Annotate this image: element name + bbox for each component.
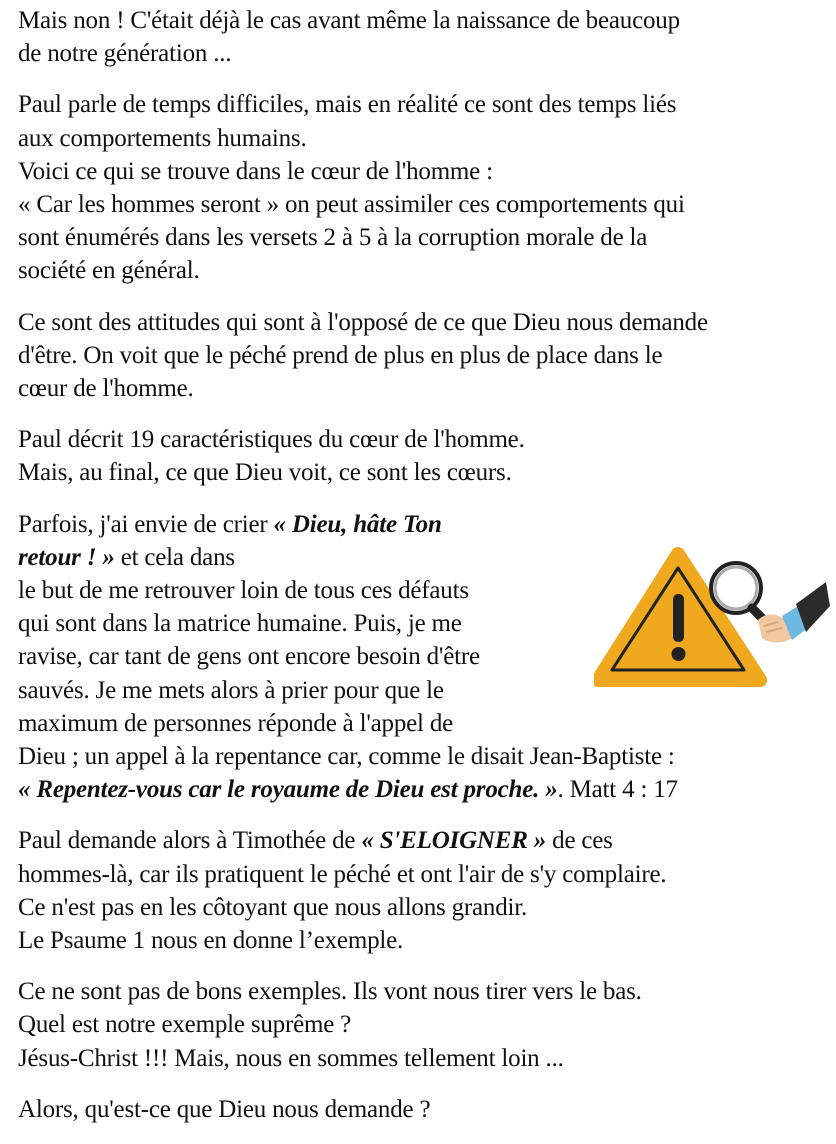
text-line: Mais non ! C'était déjà le cas avant même la naissance de beaucoup: [18, 7, 680, 34]
text-line: cœur de l'homme.: [18, 375, 194, 403]
paragraph-4: [18, 423, 830, 489]
text-line: Alors, qu'est-ce que Dieu nous demande ?: [18, 1095, 431, 1123]
paragraph-3: [18, 306, 830, 406]
text-line: Voici ce qui se trouve dans le cœur de l'homme :: [18, 157, 493, 185]
text-line: d'être. On voit que le péché prend de plus en plus de place dans le: [18, 341, 663, 369]
text-line: Paul décrit 19 caractéristiques du cœur de l'homme.: [18, 426, 525, 454]
text-line: hommes-là, car ils pratiquent le péché et ont l'air de s'y complaire.: [18, 860, 667, 888]
warning-triangle-icon: [594, 546, 830, 690]
emphasis-quote: « S'ELOIGNER »: [361, 827, 547, 855]
text-line: Mais, au final, ce que Dieu voit, ce sont les cœurs.: [18, 459, 512, 487]
warning-illustration: [594, 546, 830, 690]
text-line: Ce ne sont pas de bons exemples. Ils vont nous tirer vers le bas.: [18, 978, 642, 1006]
text-line: maximum de personnes réponde à l'appel de: [18, 709, 454, 737]
text-line: qui sont dans la matrice humaine. Puis, je me: [18, 610, 462, 638]
paragraph-7: [18, 975, 830, 1075]
text-run: Parfois, j'ai envie de crier: [18, 510, 274, 538]
text-line: « Car les hommes seront » on peut assimiler ces comportements qui: [18, 191, 685, 219]
emphasis-quote: « Repentez-vous car le royaume de Dieu est proche. »: [18, 776, 558, 804]
text-line: ravise, car tant de gens ont encore besoin d'être: [18, 643, 480, 671]
text-line: Dieu ; un appel à la repentance car, comme le disait Jean-Baptiste :: [18, 743, 675, 771]
text-line: sauvés. Je me mets alors à prier pour que le: [18, 676, 444, 704]
text-line: [18, 824, 830, 857]
emphasis-quote: retour ! »: [18, 543, 115, 571]
text-line: Ce n'est pas en les côtoyant que nous allons grandir.: [18, 893, 528, 921]
text-line: sont énumérés dans les versets 2 à 5 à la corruption morale de la: [18, 224, 648, 252]
paragraph-1: [18, 4, 830, 70]
text-line: aux comportements humains.: [18, 124, 307, 152]
text-line: [18, 773, 830, 806]
text-line: Paul parle de temps difficiles, mais en réalité ce sont des temps liés: [18, 91, 677, 119]
text-line: [18, 508, 830, 541]
text-line: société en général.: [18, 257, 200, 285]
text-line: le but de me retrouver loin de tous ces défauts: [18, 577, 469, 605]
emphasis-quote: « Dieu, hâte Ton: [273, 510, 442, 538]
paragraph-2: [18, 88, 830, 287]
text-line: de notre génération ...: [18, 40, 232, 68]
text-run: de ces: [546, 827, 613, 855]
paragraph-8: [18, 1093, 830, 1126]
text-run: et cela dans: [114, 543, 235, 571]
text-run: Paul demande alors à Timothée de: [18, 827, 362, 855]
text-run: . Matt 4 : 17: [557, 776, 678, 804]
text-line: Le Psaume 1 nous en donne l’exemple.: [18, 927, 404, 955]
paragraph-6: [18, 824, 830, 957]
text-line: Jésus-Christ !!! Mais, nous en sommes tellement loin ...: [18, 1044, 564, 1072]
text-line: Ce sont des attitudes qui sont à l'opposé de ce que Dieu nous demande: [18, 308, 708, 336]
text-line: Quel est notre exemple suprême ?: [18, 1011, 352, 1039]
